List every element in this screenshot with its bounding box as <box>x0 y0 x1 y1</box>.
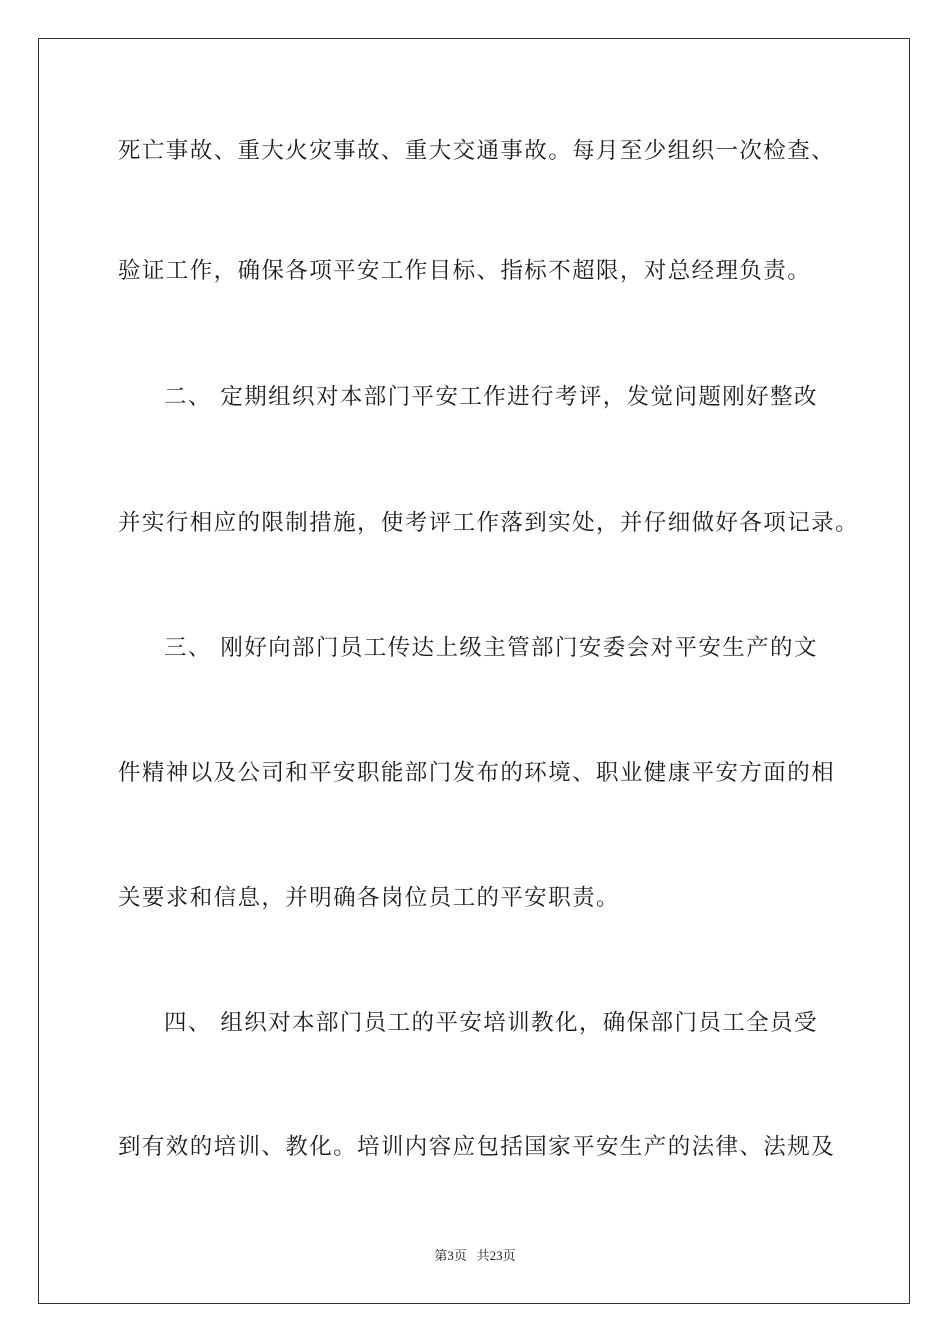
text-line-7: 关要求和信息，并明确各岗位员工的平安职责。 <box>118 885 620 911</box>
page-border <box>38 38 910 1304</box>
text-line-2: 验证工作，确保各项平安工作目标、指标不超限，对总经理负责。 <box>118 258 812 284</box>
text-line-5: 三、 刚好向部门员工传达上级主管部门安委会对平安生产的文 <box>164 635 818 661</box>
text-line-3: 二、 定期组织对本部门平安工作进行考评，发觉问题刚好整改 <box>164 384 818 410</box>
text-line-6: 件精神以及公司和平安职能部门发布的环境、职业健康平安方面的相 <box>118 760 836 786</box>
text-line-9: 到有效的培训、教化。培训内容应包括国家平安生产的法律、法规及 <box>118 1134 836 1160</box>
text-line-8: 四、 组织对本部门员工的平安培训教化，确保部门员工全员受 <box>164 1010 818 1036</box>
text-line-4: 并实行相应的限制措施，使考评工作落到实处，并仔细做好各项记录。 <box>118 510 859 536</box>
page-number-footer: 第3页 共23页 <box>434 1248 516 1263</box>
text-line-1: 死亡事故、重大火灾事故、重大交通事故。每月至少组织一次检查、 <box>118 138 836 164</box>
